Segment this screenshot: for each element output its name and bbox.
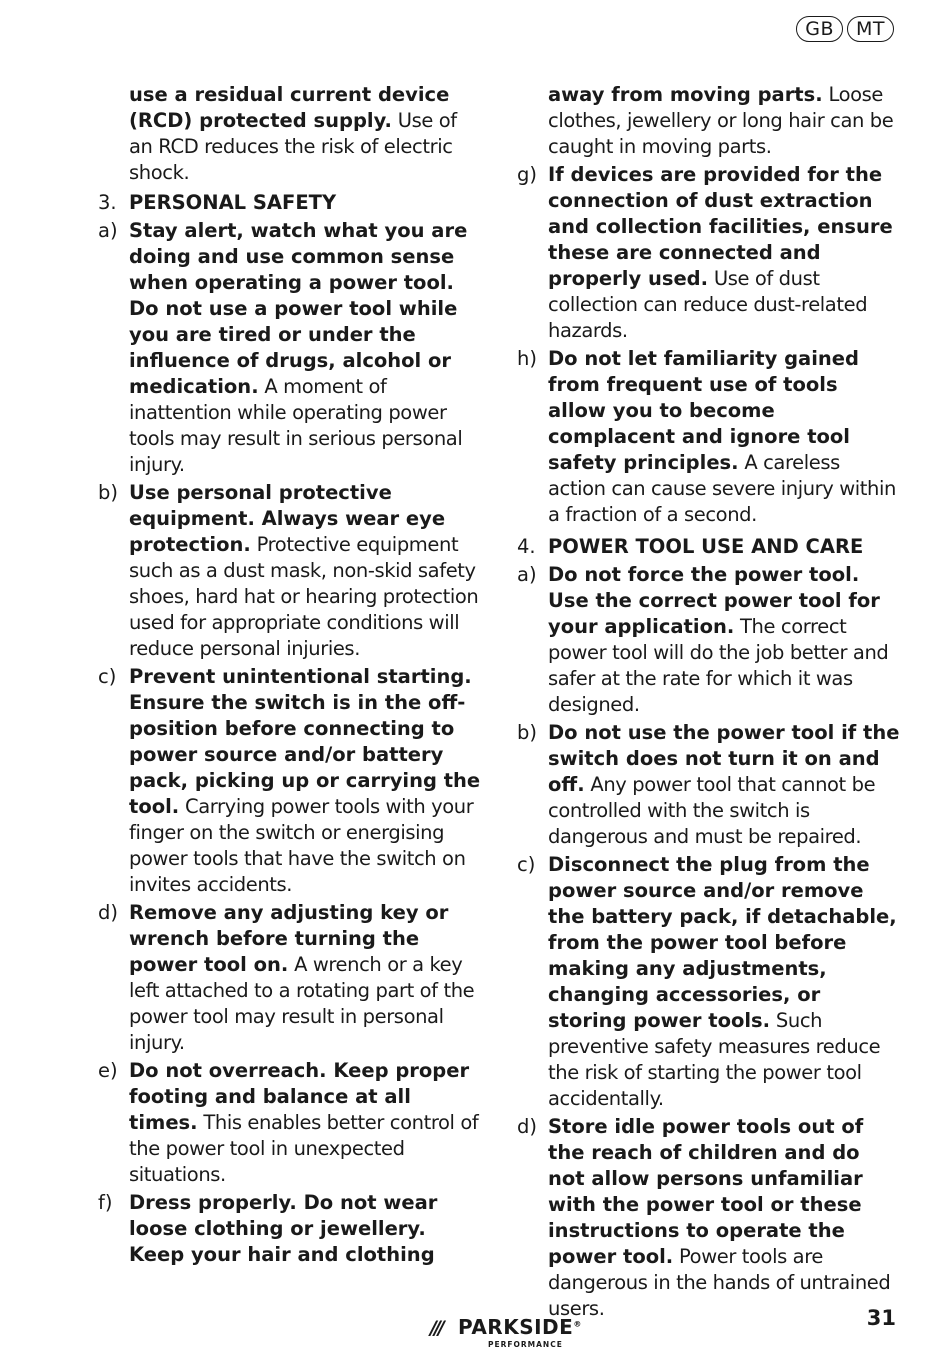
section-number: 4. bbox=[517, 535, 536, 558]
parkside-logo bbox=[430, 1314, 580, 1350]
instruction-text: Use of dust collection can reduce dust-related hazards. bbox=[548, 267, 868, 342]
instruction-text: Protective equipment such as a dust mask, non-skid safety shoes, hard hat or hearing protection used for appropriate conditions will reduce personal injuries. bbox=[129, 533, 479, 660]
list-item-e bbox=[98, 1058, 483, 1188]
list-item-c bbox=[517, 852, 902, 1112]
instruction-bold: If devices are provided for the connection of dust extraction and collection facilities, ensure these are connected and properly used. bbox=[548, 163, 893, 290]
item-marker: b) bbox=[98, 481, 118, 504]
left-column bbox=[98, 82, 483, 1268]
item-marker: b) bbox=[517, 721, 537, 744]
list-item-c bbox=[98, 664, 483, 898]
section-title: POWER TOOL USE AND CARE bbox=[548, 535, 864, 558]
instruction-text: Such preventive safety measures reduce the risk of starting the power tool accidentally. bbox=[548, 1009, 881, 1110]
instruction-text: A wrench or a key left attached to a rotating part of the power tool may result in personal injury. bbox=[129, 953, 475, 1054]
section-heading-power-tool-use bbox=[517, 534, 902, 560]
instruction-text: The correct power tool will do the job better and safer at the rate for which it was designed. bbox=[548, 615, 889, 716]
logo-name-text: PARKSIDE bbox=[458, 1315, 574, 1339]
instruction-text: Loose clothes, jewellery or long hair can be caught in moving parts. bbox=[548, 83, 894, 158]
instruction-text: A moment of inattention while operating power tools may result in serious personal injury. bbox=[129, 375, 463, 476]
instruction-text: Use of an RCD reduces the risk of electric shock. bbox=[129, 109, 457, 184]
list-item-a bbox=[98, 218, 483, 478]
language-badge-mt: MT bbox=[847, 16, 894, 42]
item-marker: a) bbox=[98, 219, 118, 242]
right-column bbox=[517, 82, 902, 1322]
instruction-bold: use a residual current device (RCD) protected supply. bbox=[129, 83, 450, 132]
list-item-f bbox=[98, 1190, 483, 1268]
list-item-g bbox=[517, 162, 902, 344]
instruction-bold: Prevent unintentional starting. Ensure the switch is in the off-position before connecting to power source and/or battery pack, picking up or carrying the tool. bbox=[129, 665, 481, 818]
language-badges bbox=[796, 16, 894, 42]
section-heading-personal-safety bbox=[98, 190, 483, 216]
instruction-bold: away from moving parts. bbox=[548, 83, 823, 106]
instruction-bold: Do not let familiarity gained from frequent use of tools allow you to become complacent and ignore tool safety principles. bbox=[548, 347, 859, 474]
item-marker: c) bbox=[517, 853, 536, 876]
instruction-bold: Dress properly. Do not wear loose clothing or jewellery. Keep your hair and clothing bbox=[129, 1191, 438, 1266]
instruction-bold: Do not force the power tool. Use the correct power tool for your application. bbox=[548, 563, 880, 638]
item-marker: d) bbox=[98, 901, 118, 924]
instruction-bold: Use personal protective equipment. Always wear eye protection. bbox=[129, 481, 446, 556]
section-title: PERSONAL SAFETY bbox=[129, 191, 337, 214]
item-marker: e) bbox=[98, 1059, 118, 1082]
logo-subtitle: PERFORMANCE bbox=[488, 1340, 563, 1349]
list-item-b bbox=[517, 720, 902, 850]
section-number: 3. bbox=[98, 191, 117, 214]
instruction-text: Carrying power tools with your finger on the switch or energising power tools that have the switch on invites accidents. bbox=[129, 795, 474, 896]
logo-slash-icon: /// bbox=[430, 1317, 442, 1339]
item-marker: d) bbox=[517, 1115, 537, 1138]
instruction-bold: Do not use the power tool if the switch does not turn it on and off. bbox=[548, 721, 900, 796]
instruction-bold: Store idle power tools out of the reach of children and do not allow persons unfamiliar with the power tool or these instructions to operate the power tool. bbox=[548, 1115, 864, 1268]
page-number: 31 bbox=[866, 1306, 896, 1330]
registered-mark: ® bbox=[573, 1319, 582, 1329]
instruction-bold: Do not overreach. Keep proper footing and balance at all times. bbox=[129, 1059, 470, 1134]
list-item-a bbox=[517, 562, 902, 718]
item-marker: g) bbox=[517, 163, 537, 186]
list-item-h bbox=[517, 346, 902, 528]
logo-wordmark bbox=[458, 1315, 582, 1339]
instruction-bold: Disconnect the plug from the power source and/or remove the battery pack, if detachable, from the power tool before making any adjustments, changing accessories, or storing power tools. bbox=[548, 853, 897, 1032]
instruction-text: Power tools are dangerous in the hands of untrained users. bbox=[548, 1245, 891, 1320]
item-marker: h) bbox=[517, 347, 537, 370]
item-marker: a) bbox=[517, 563, 537, 586]
list-item-d bbox=[517, 1114, 902, 1322]
item-marker: f) bbox=[98, 1191, 113, 1214]
instruction-text: This enables better control of the power tool in unexpected situations. bbox=[129, 1111, 479, 1186]
instruction-bold: Stay alert, watch what you are doing and use common sense when operating a power tool. Do not use a power tool while you are tired or under the influence of drugs, alcohol or medication. bbox=[129, 219, 468, 398]
instruction-text: A careless action can cause severe injury within a fraction of a second. bbox=[548, 451, 896, 526]
list-item-d bbox=[98, 900, 483, 1056]
continued-paragraph bbox=[517, 82, 902, 160]
list-item-b bbox=[98, 480, 483, 662]
instruction-bold: Remove any adjusting key or wrench before turning the power tool on. bbox=[129, 901, 449, 976]
instruction-text: Any power tool that cannot be controlled with the switch is dangerous and must be repaired. bbox=[548, 773, 876, 848]
continued-paragraph bbox=[98, 82, 483, 186]
item-marker: c) bbox=[98, 665, 117, 688]
language-badge-gb: GB bbox=[796, 16, 843, 42]
